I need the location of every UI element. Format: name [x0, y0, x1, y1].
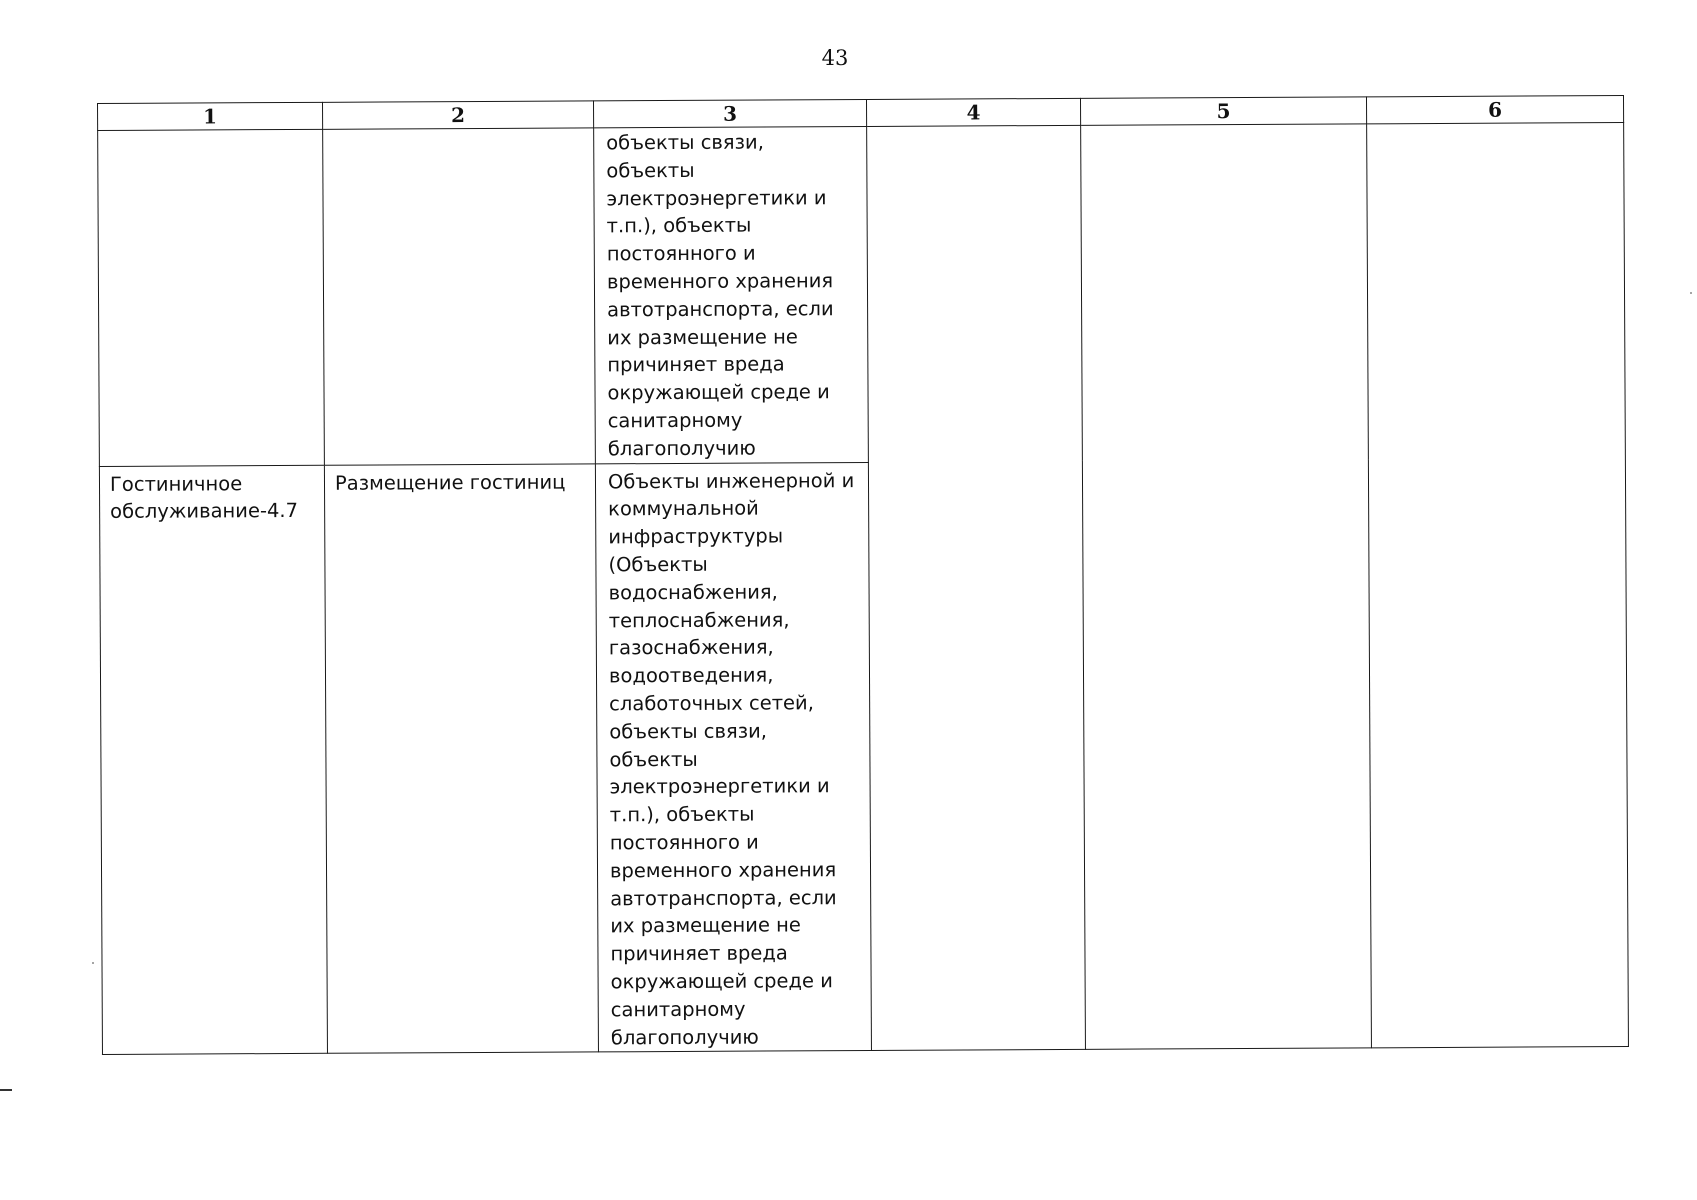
- table-cell: [595, 462, 871, 1052]
- table-cell: [867, 125, 1086, 1050]
- scan-speck: [1690, 292, 1692, 294]
- scan-margin-mark: [0, 1089, 12, 1091]
- cell-text: [1081, 124, 1366, 126]
- table-cell: [324, 463, 598, 1053]
- cell-text: [867, 126, 1080, 128]
- page-number: 43: [821, 46, 849, 70]
- table-cell: [99, 465, 327, 1055]
- column-header-3: 3: [593, 99, 866, 127]
- column-header-2: 2: [322, 101, 593, 129]
- cell-text: Размещение гостиниц: [334, 470, 566, 495]
- column-header-6: 6: [1366, 96, 1623, 124]
- column-header-5: 5: [1080, 97, 1366, 125]
- cell-text: объекты связи, объекты электроэнергетики и т.п.), объекты постоянного и временного хранения автотранспорта, если их размещение не причиняет вреда окружающей среде и санитарному благополучию: [606, 130, 834, 461]
- cell-text: [1367, 123, 1623, 125]
- column-header-1: 1: [98, 102, 323, 130]
- column-header-4: 4: [866, 98, 1080, 126]
- table-cell: [1081, 124, 1372, 1050]
- table-row: [98, 123, 1626, 467]
- table-cell: [594, 126, 869, 463]
- cell-text: [98, 130, 322, 132]
- cell-text: [323, 128, 593, 130]
- zoning-table: [97, 95, 1629, 1055]
- cell-text: Гостиничное обслуживание-4.7: [109, 471, 299, 524]
- table-container: [97, 95, 1629, 1055]
- table-cell: [98, 129, 325, 466]
- table-cell: [1367, 123, 1629, 1049]
- cell-text: Объекты инженерной и коммунальной инфраструктуры (Объекты водоснабжения, теплоснабжения, газоснабжения, водоотведения, слаботочных сетей, объекты связи, объекты электроэнергетики и т.п.), объекты постоянного и временного хранения автотранспорта, если их размещение не причиняет вреда окружающей среде и санитарному благополучию: [607, 468, 855, 1049]
- table-cell: [323, 128, 596, 465]
- scan-speck: [92, 962, 94, 964]
